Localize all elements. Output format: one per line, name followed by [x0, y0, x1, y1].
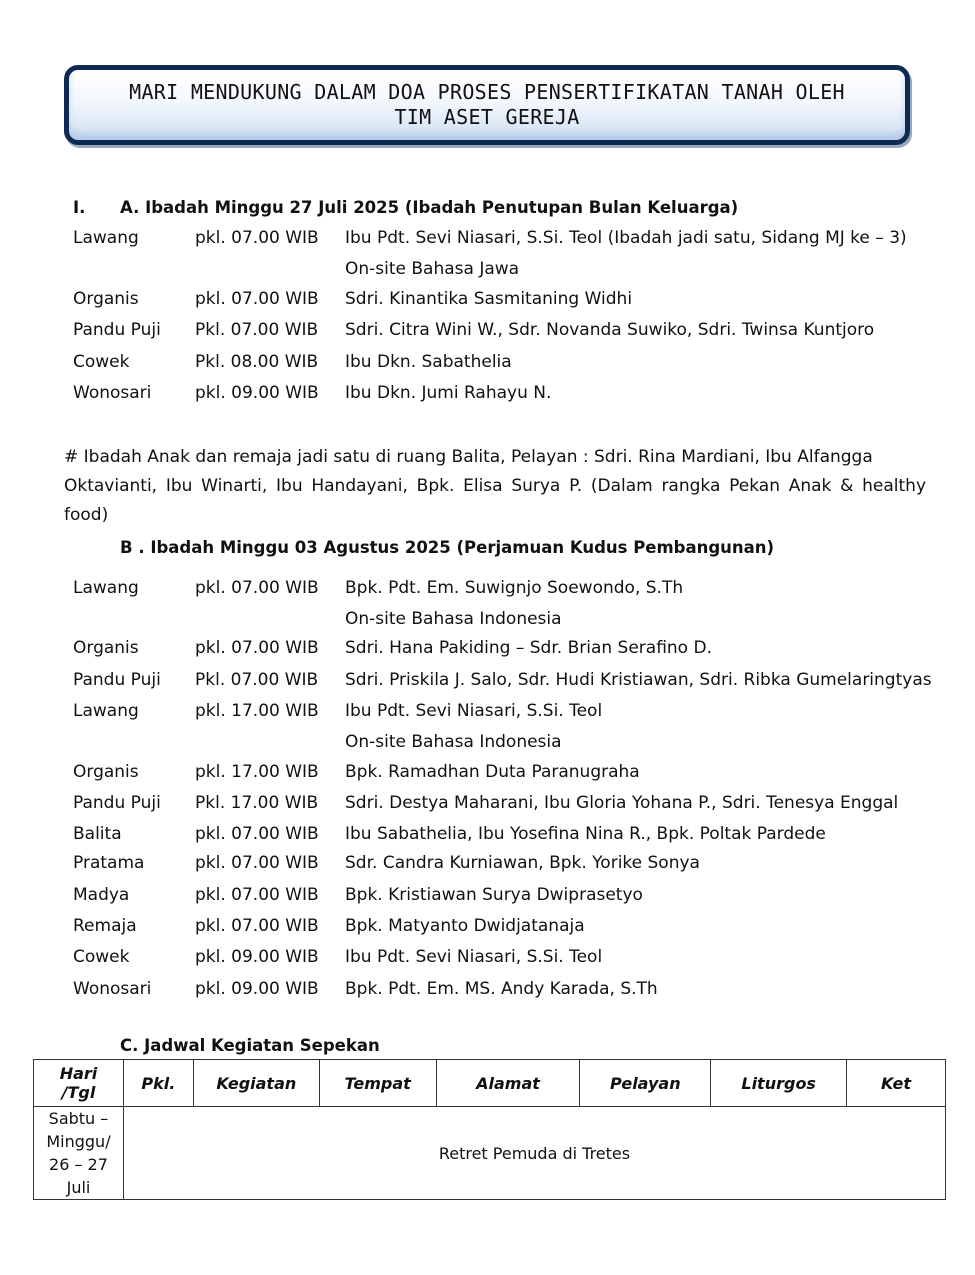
schedule-time: pkl. 07.00 WIB — [195, 578, 319, 598]
schedule-place: Organis — [73, 638, 139, 658]
schedule-person: Bpk. Kristiawan Surya Dwiprasetyo — [345, 885, 643, 905]
header-place: Tempat — [319, 1060, 436, 1107]
schedule-place: Organis — [73, 289, 139, 309]
schedule-row — [0, 701, 975, 725]
header-address: Alamat — [436, 1060, 580, 1107]
schedule-place: Remaja — [73, 916, 137, 936]
schedule-place: Organis — [73, 762, 139, 782]
schedule-row — [0, 320, 975, 344]
schedule-time: Pkl. 07.00 WIB — [195, 320, 319, 340]
schedule-time: Pkl. 07.00 WIB — [195, 670, 319, 690]
schedule-time: Pkl. 08.00 WIB — [195, 352, 319, 372]
schedule-person: Sdri. Kinantika Sasmitaning Widhi — [345, 289, 633, 309]
schedule-row — [0, 762, 975, 786]
section-a-note-line-2: Oktavianti, Ibu Winarti, Ibu Handayani, Bpk. Elisa Surya P. (Dalam rangka Pekan Anak & healthy food) — [64, 476, 926, 525]
header-note: Ket — [847, 1060, 946, 1107]
schedule-place: Pandu Puji — [73, 793, 161, 813]
schedule-person: Sdri. Citra Wini W., Sdr. Novanda Suwiko, Sdri. Twinsa Kuntjoro — [345, 320, 875, 340]
schedule-place: Cowek — [73, 352, 130, 372]
header-liturgist: Liturgos — [711, 1060, 847, 1107]
banner-text — [87, 80, 887, 130]
row-day-line: Sabtu – — [48, 1109, 109, 1128]
schedule-row — [0, 824, 975, 848]
schedule-place: Lawang — [73, 578, 139, 598]
row-day-line: Juli — [66, 1178, 91, 1197]
schedule-person: Ibu Sabathelia, Ibu Yosefina Nina R., Bpk. Poltak Pardede — [345, 824, 826, 844]
schedule-place: Pratama — [73, 853, 145, 873]
row-day-cell — [34, 1107, 124, 1200]
schedule-place: Wonosari — [73, 383, 152, 403]
schedule-row — [0, 853, 975, 877]
schedule-person: Bpk. Pdt. Em. Suwignjo Soewondo, S.Th — [345, 578, 684, 598]
header-day — [34, 1060, 124, 1107]
schedule-row — [0, 609, 975, 633]
schedule-row — [0, 352, 975, 376]
section-c-title: C. Jadwal Kegiatan Sepekan — [120, 1036, 380, 1055]
schedule-place: Wonosari — [73, 979, 152, 999]
schedule-time: pkl. 09.00 WIB — [195, 979, 319, 999]
schedule-time: pkl. 09.00 WIB — [195, 383, 319, 403]
table-header-row — [34, 1060, 946, 1107]
schedule-place: Lawang — [73, 228, 139, 248]
schedule-time: pkl. 07.00 WIB — [195, 289, 319, 309]
schedule-person: Bpk. Ramadhan Duta Paranugraha — [345, 762, 640, 782]
schedule-person: Bpk. Matyanto Dwidjatanaja — [345, 916, 585, 936]
schedule-time: pkl. 17.00 WIB — [195, 701, 319, 721]
schedule-row — [0, 916, 975, 940]
schedule-time: pkl. 07.00 WIB — [195, 824, 319, 844]
schedule-person: Ibu Pdt. Sevi Niasari, S.Si. Teol (Ibadah jadi satu, Sidang MJ ke – 3) — [345, 228, 907, 248]
header-day-line-1: Hari — [59, 1064, 98, 1083]
schedule-row — [0, 947, 975, 971]
banner-line-2: TIM ASET GEREJA — [394, 105, 580, 129]
schedule-row — [0, 979, 975, 1003]
schedule-person: Ibu Pdt. Sevi Niasari, S.Si. Teol — [345, 701, 603, 721]
schedule-row — [0, 289, 975, 313]
schedule-row — [0, 732, 975, 756]
section-b-title: B . Ibadah Minggu 03 Agustus 2025 (Perjamuan Kudus Pembangunan) — [120, 538, 775, 557]
schedule-person: Sdr. Candra Kurniawan, Bpk. Yorike Sonya — [345, 853, 700, 873]
schedule-person: Ibu Dkn. Jumi Rahayu N. — [345, 383, 552, 403]
header-day-line-2: /Tgl — [61, 1083, 96, 1102]
schedule-row — [0, 885, 975, 909]
schedule-place: Pandu Puji — [73, 670, 161, 690]
row-day-line: Minggu/ — [46, 1132, 111, 1151]
schedule-place: Lawang — [73, 701, 139, 721]
section-a-title: A. Ibadah Minggu 27 Juli 2025 (Ibadah Penutupan Bulan Keluarga) — [120, 198, 739, 217]
schedule-row — [0, 670, 975, 694]
schedule-time: pkl. 07.00 WIB — [195, 638, 319, 658]
schedule-row — [0, 259, 975, 283]
banner-line-1: MARI MENDUKUNG DALAM DOA PROSES PENSERTIFIKATAN TANAH OLEH — [129, 80, 845, 104]
schedule-time: pkl. 07.00 WIB — [195, 916, 319, 936]
header-time: Pkl. — [123, 1060, 193, 1107]
schedule-person: Ibu Dkn. Sabathelia — [345, 352, 512, 372]
schedule-person: On-site Bahasa Indonesia — [345, 732, 562, 752]
section-number: I. — [73, 198, 86, 217]
row-activity-cell: Retret Pemuda di Tretes — [123, 1107, 945, 1200]
schedule-time: pkl. 07.00 WIB — [195, 853, 319, 873]
schedule-person: On-site Bahasa Jawa — [345, 259, 520, 279]
schedule-person: Ibu Pdt. Sevi Niasari, S.Si. Teol — [345, 947, 603, 967]
schedule-place: Cowek — [73, 947, 130, 967]
schedule-row — [0, 578, 975, 602]
schedule-row — [0, 638, 975, 662]
schedule-row — [0, 793, 975, 817]
schedule-time: pkl. 07.00 WIB — [195, 228, 319, 248]
schedule-row — [0, 383, 975, 407]
schedule-time: pkl. 07.00 WIB — [195, 885, 319, 905]
weekly-schedule-table — [33, 1059, 946, 1200]
header-minister: Pelayan — [580, 1060, 711, 1107]
schedule-place: Pandu Puji — [73, 320, 161, 340]
row-day-line: 26 – 27 — [49, 1155, 108, 1174]
schedule-person: Sdri. Hana Pakiding – Sdr. Brian Serafino D. — [345, 638, 712, 658]
schedule-person: Sdri. Destya Maharani, Ibu Gloria Yohana P., Sdri. Tenesya Enggal — [345, 793, 899, 813]
header-activity: Kegiatan — [193, 1060, 319, 1107]
schedule-time: Pkl. 17.00 WIB — [195, 793, 319, 813]
schedule-person: Bpk. Pdt. Em. MS. Andy Karada, S.Th — [345, 979, 658, 999]
schedule-place: Madya — [73, 885, 130, 905]
announcement-banner — [64, 65, 910, 145]
section-a-note-line-1: # Ibadah Anak dan remaja jadi satu di ruang Balita, Pelayan : Sdri. Rina Mardiani, Ibu Alfangga — [64, 447, 873, 467]
schedule-time: pkl. 17.00 WIB — [195, 762, 319, 782]
schedule-time: pkl. 09.00 WIB — [195, 947, 319, 967]
schedule-person: On-site Bahasa Indonesia — [345, 609, 562, 629]
schedule-person: Sdri. Priskila J. Salo, Sdr. Hudi Kristiawan, Sdri. Ribka Gumelaringtyas — [345, 670, 932, 690]
schedule-row — [0, 228, 975, 252]
schedule-place: Balita — [73, 824, 122, 844]
table-row — [34, 1107, 946, 1200]
